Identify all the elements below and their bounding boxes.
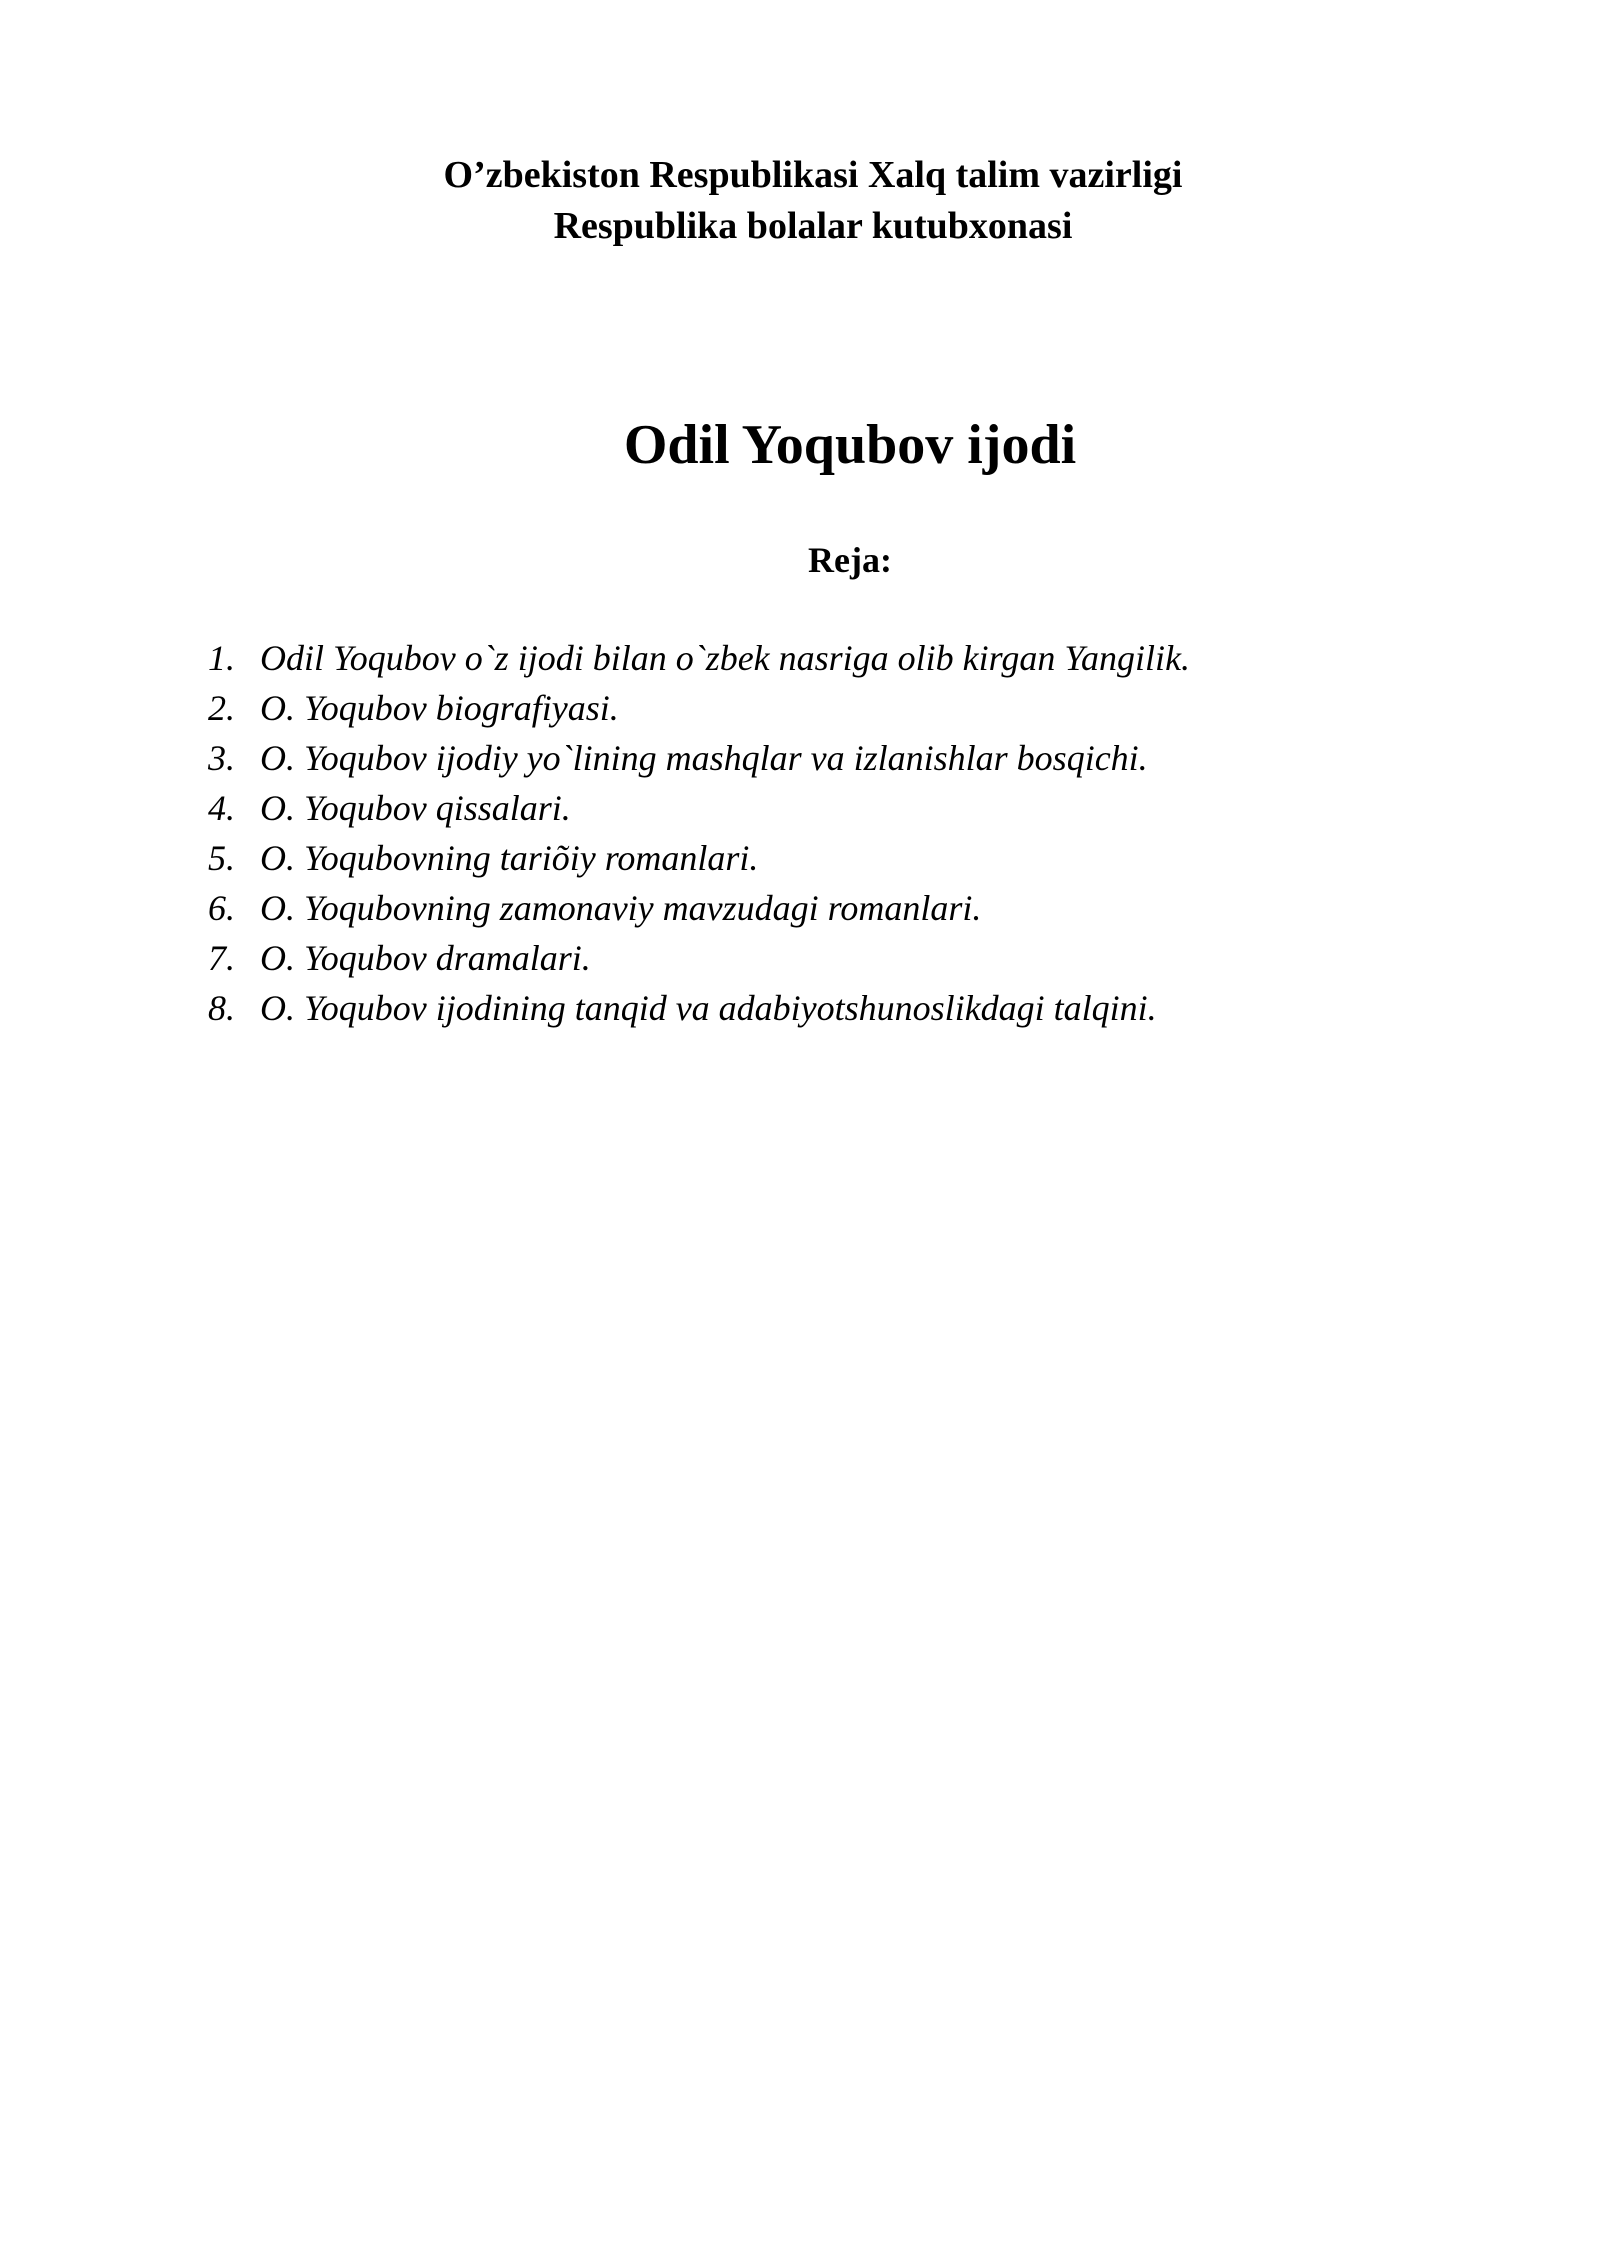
list-item-text: O. Yoqubovning zamonaviy mavzudagi romanlari. [260, 888, 982, 928]
list-item [208, 833, 1508, 883]
plan-heading: Reja: [808, 540, 892, 580]
list-item-text: O. Yoqubov qissalari. [260, 788, 571, 828]
list-item-text: O. Yoqubov ijodining tanqid va adabiyotshunoslikdagi talqini. [260, 988, 1157, 1028]
list-item-text: O. Yoqubovning tariõiy romanlari. [260, 838, 759, 878]
list-item-number: 2. [208, 688, 235, 728]
ministry-name: O’zbekiston Respublikasi Xalq talim vazirligi [443, 154, 1183, 196]
list-item-number: 4. [208, 788, 235, 828]
list-item-text: O. Yoqubov dramalari. [260, 938, 591, 978]
list-item-number: 3. [208, 738, 235, 778]
institution-header [0, 150, 1600, 252]
list-item-number: 1. [208, 638, 235, 678]
list-item-text: O. Yoqubov ijodiy yo`lining mashqlar va izlanishlar bosqichi. [260, 738, 1148, 778]
plan-list [208, 633, 1508, 1033]
list-item [208, 933, 1508, 983]
list-item-number: 5. [208, 838, 235, 878]
document-title: Odil Yoqubov ijodi [623, 414, 1077, 476]
list-item [208, 633, 1508, 683]
list-item [208, 783, 1508, 833]
list-item [208, 733, 1508, 783]
list-item-number: 7. [208, 938, 235, 978]
list-item-text: Odil Yoqubov o`z ijodi bilan o`zbek nasriga olib kirgan Yangilik. [260, 638, 1191, 678]
list-item-number: 8. [208, 988, 235, 1028]
list-item-number: 6. [208, 888, 235, 928]
library-name: Respublika bolalar kutubxonasi [553, 205, 1073, 247]
list-item [208, 883, 1508, 933]
list-item [208, 683, 1508, 733]
list-item [208, 983, 1508, 1033]
list-item-text: O. Yoqubov biografiyasi. [260, 688, 619, 728]
